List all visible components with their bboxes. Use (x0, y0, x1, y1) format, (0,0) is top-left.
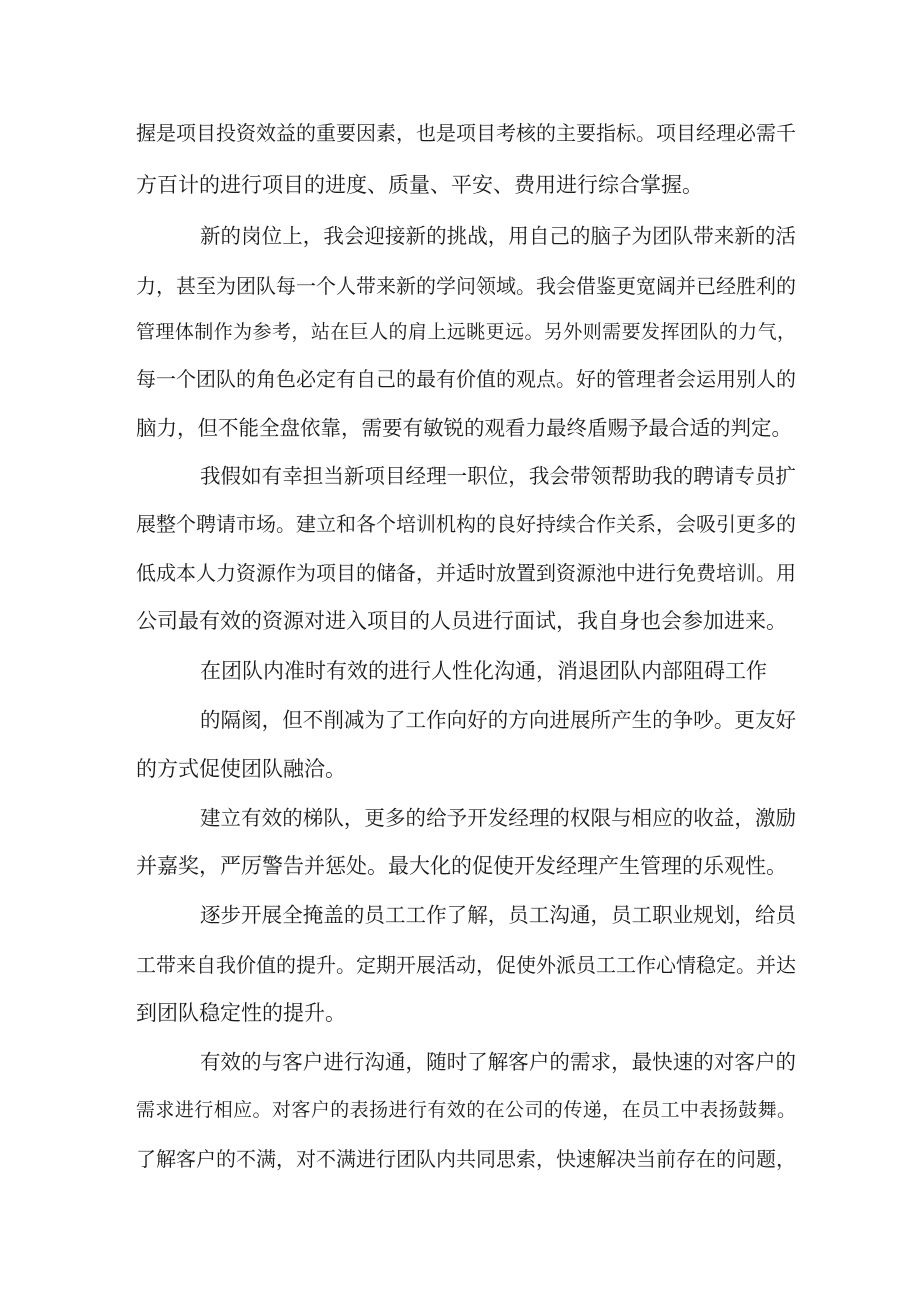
paragraph-line: 脑力，但不能全盘依靠，需要有敏锐的观看力最终盾赐予最合适的判定。 (136, 416, 792, 440)
paragraph-line: 的方式促使团队融洽。 (136, 757, 346, 781)
paragraph-line: 展整个聘请市场。建立和各个培训机构的良好持续合作关系，会吸引更多的 (136, 512, 796, 536)
paragraph-line: 方百计的进行项目的进度、质量、平安、费用进行综合掌握。 (136, 173, 703, 197)
paragraph-line: 到团队稳定性的提升。 (136, 1001, 346, 1025)
paragraph-line: 需求进行相应。对客户的表扬进行有效的在公司的传递，在员工中表扬鼓舞。 (136, 1099, 796, 1121)
paragraph-line: 的隔阂，但不削减为了工作向好的方向进展所产生的争吵。更友好 (200, 708, 796, 732)
paragraph-line: 我假如有幸担当新项目经理一职位，我会带领帮助我的聘请专员扩 (200, 464, 796, 488)
paragraph-line: 公司最有效的资源对进入项目的人员进行面试，我自身也会参加进来。 (136, 609, 787, 633)
paragraph-line: 每一个团队的角色必定有自己的最有价值的观点。好的管理者会运用别人的 (136, 367, 796, 391)
paragraph-line: 握是项目投资效益的重要因素，也是项目考核的主要指标。项目经理必需千 (136, 121, 796, 145)
paragraph-line: 力，甚至为团队每一个人带来新的学问领域。我会借鉴更宽阔并已经胜利的 (136, 274, 796, 298)
paragraph-line: 了解客户的不满，对不满进行团队内共同思索，快速解决当前存在的问题， (136, 1147, 796, 1171)
paragraph-line: 并嘉奖，严厉警告并惩处。最大化的促使开发经理产生管理的乐观性。 (136, 854, 787, 878)
paragraph-line: 在团队内准时有效的进行人性化沟通，消退团队内部阻碍工作 (200, 659, 767, 683)
paragraph-line: 工带来自我价值的提升。定期开展活动，促使外派员工工作心情稳定。并达 (136, 953, 796, 977)
paragraph-line: 新的岗位上，我会迎接新的挑战，用自己的脑子为团队带来新的活 (200, 224, 796, 248)
paragraph-line: 管理体制作为参考，站在巨人的肩上远眺更远。另外则需要发挥团队的力气， (136, 321, 796, 343)
paragraph-line: 有效的与客户进行沟通，随时了解客户的需求，最快速的对客户的 (200, 1050, 796, 1074)
paragraph-line: 建立有效的梯队，更多的给予开发经理的权限与相应的收益，激励 (200, 806, 796, 830)
paragraph-line: 低成本人力资源作为项目的储备，并适时放置到资源池中进行免费培训。用 (136, 561, 796, 585)
paragraph-line: 逐步开展全掩盖的员工工作了解，员工沟通，员工职业规划，给员 (200, 903, 796, 927)
